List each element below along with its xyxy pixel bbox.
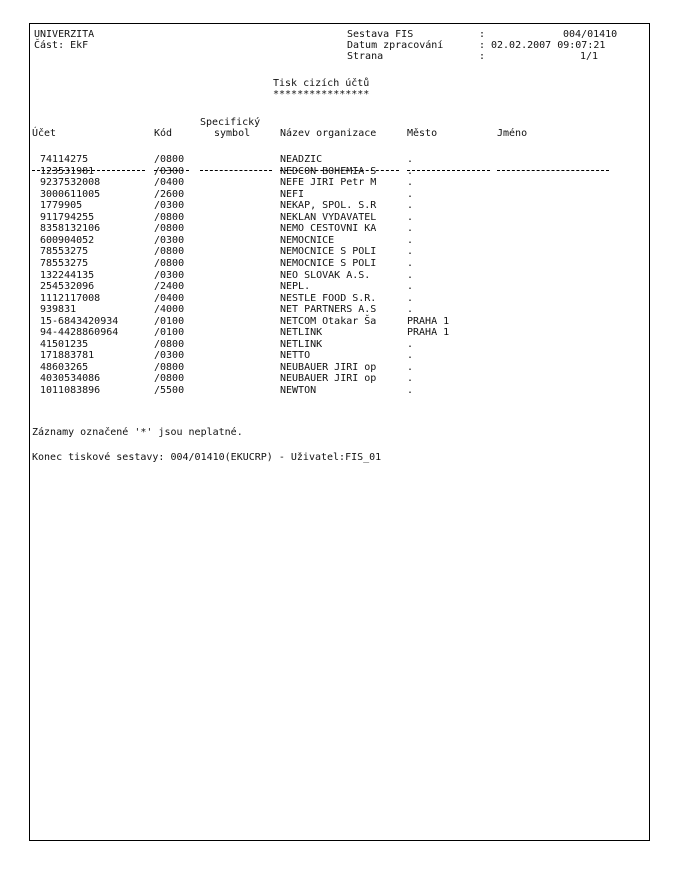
cell-account: 1112117008 [40,292,101,304]
cell-bank-code: /0300 [154,350,185,362]
date-label: Datum zpracování [347,40,444,51]
table-row [30,339,649,350]
cell-city: . [407,338,414,350]
cell-bank-code: /0300 [154,165,185,177]
cell-city: PRAHA 1 [407,327,450,339]
cell-bank-code: /2400 [154,281,185,293]
cell-organization: NEPL. [280,281,311,293]
cell-organization: NEMOCNICE S POLI [280,246,377,258]
table-row [30,350,649,361]
cell-city: . [407,246,414,258]
cell-account: 9237532008 [40,177,101,189]
cell-bank-code: /0100 [154,315,185,327]
cell-account: 1779905 [40,200,83,212]
cell-account: 78553275 [40,257,89,269]
table-row [30,223,649,234]
end-of-report-note: Konec tiskové sestavy: 004/01410(EKUCRP) - Uživatel:FIS_01 [32,452,382,463]
cell-organization: NEKLAN VYDAVATEL [280,211,377,223]
faculty-part: Část: EkF [34,40,89,51]
column-header-account: Účet [32,128,57,139]
cell-account: 1011083896 [40,385,101,396]
cell-bank-code: /0800 [154,154,185,165]
cell-bank-code: /0300 [154,269,185,281]
cell-organization: NEUBAUER JIRI op [280,373,377,385]
cell-organization: NEWTON [280,385,317,396]
cell-bank-code: /0800 [154,223,185,235]
cell-organization: NET PARTNERS A.S [280,304,377,316]
cell-city: . [407,200,414,212]
cell-organization: NEFE JIRI Petr M [280,177,377,189]
cell-account: 8358132106 [40,223,101,235]
table-row [30,281,649,292]
table-row [30,154,649,165]
cell-city: PRAHA 1 [407,315,450,327]
cell-city: . [407,177,414,189]
cell-account: 939831 [40,304,77,316]
cell-account: 600904052 [40,234,95,246]
cell-organization: NEFI [280,188,305,200]
cell-bank-code: /0400 [154,292,185,304]
column-header-organization: Název organizace [280,128,377,139]
cell-city: . [407,281,414,293]
table-row [30,189,649,200]
cell-account: 78553275 [40,246,89,258]
page-label: Strana [347,51,384,62]
table-row [30,293,649,304]
cell-account: 94-4428860964 [40,327,119,339]
cell-bank-code: /0100 [154,327,185,339]
page-separator: : [479,51,486,62]
table-row [30,316,649,327]
page-number: 1/1 [580,51,599,62]
processing-date: 02.02.2007 09:07:21 [491,40,606,51]
cell-organization: NETTO [280,350,311,362]
cell-city: . [407,361,414,373]
cell-account: 3000611005 [40,188,101,200]
cell-city: . [407,385,414,396]
table-row [30,200,649,211]
cell-city: . [407,373,414,385]
cell-bank-code: /5500 [154,385,185,396]
table-row [30,258,649,269]
cell-bank-code: /0800 [154,211,185,223]
cell-city: . [407,269,414,281]
report-title-underline: **************** [273,89,370,100]
cell-bank-code: /0800 [154,246,185,258]
column-header-bank-code: Kód [154,128,173,139]
cell-account: 4030534086 [40,373,101,385]
cell-account: 74114275 [40,154,89,165]
cell-city: . [407,211,414,223]
table-row [30,235,649,246]
column-header-city: Město [407,128,438,139]
cell-account: 15-6843420934 [40,315,119,327]
cell-bank-code: /0800 [154,361,185,373]
table-row [30,270,649,281]
cell-account: 48603265 [40,361,89,373]
cell-organization: NEADZIC [280,154,323,165]
cell-organization: NETLINK [280,338,323,350]
cell-bank-code: /0800 [154,373,185,385]
table-row [30,373,649,384]
table-row [30,177,649,188]
date-separator: : [479,40,486,51]
cell-organization: NEMOCNICE [280,234,335,246]
cell-account: 41501235 [40,338,89,350]
table-row [30,327,649,338]
cell-bank-code: /0300 [154,200,185,212]
cell-organization: NEDCON BOHEMIA S [280,165,377,177]
cell-city: . [407,350,414,362]
cell-organization: NESTLE FOOD S.R. [280,292,377,304]
cell-bank-code: /0300 [154,234,185,246]
cell-account: 911794255 [40,211,95,223]
cell-organization: NETCOM Otakar Ša [280,315,377,327]
report-number: 004/01410 [563,29,618,40]
cell-city: . [407,223,414,235]
table-row [30,385,649,396]
table-row [30,362,649,373]
column-header-name: Jméno [497,128,528,139]
table-row [30,246,649,257]
cell-city: . [407,234,414,246]
cell-bank-code: /4000 [154,304,185,316]
cell-account: 254532096 [40,281,95,293]
cell-account: 132244135 [40,269,95,281]
cell-organization: NEMO CESTOVNI KA [280,223,377,235]
cell-organization: NEMOCNICE S POLI [280,257,377,269]
column-header-specific-top: Specifický [200,117,261,128]
cell-organization: NEO SLOVAK A.S. [280,269,371,281]
report-sheet [29,23,650,841]
cell-bank-code: /0800 [154,338,185,350]
column-header-specific-symbol: symbol [214,128,251,139]
cell-account: 171883781 [40,350,95,362]
cell-organization: NEKAP, SPOL. S.R [280,200,377,212]
report-separator: : [479,29,486,40]
table-row [30,304,649,315]
cell-bank-code: /0400 [154,177,185,189]
report-title: Tisk cizích účtů [273,78,370,89]
invalid-records-note: Záznamy označené '*' jsou neplatné. [32,427,243,438]
cell-city: . [407,165,414,177]
cell-city: . [407,188,414,200]
cell-bank-code: /2600 [154,188,185,200]
cell-city: . [407,292,414,304]
university-name: UNIVERZITA [34,29,95,40]
cell-account: 123531981 [40,165,95,177]
table-row [30,166,649,177]
cell-city: . [407,304,414,316]
cell-city: . [407,257,414,269]
cell-bank-code: /0800 [154,257,185,269]
table-row [30,212,649,223]
cell-city: . [407,154,414,165]
cell-organization: NEUBAUER JIRI op [280,361,377,373]
cell-organization: NETLINK [280,327,323,339]
report-label: Sestava FIS [347,29,414,40]
